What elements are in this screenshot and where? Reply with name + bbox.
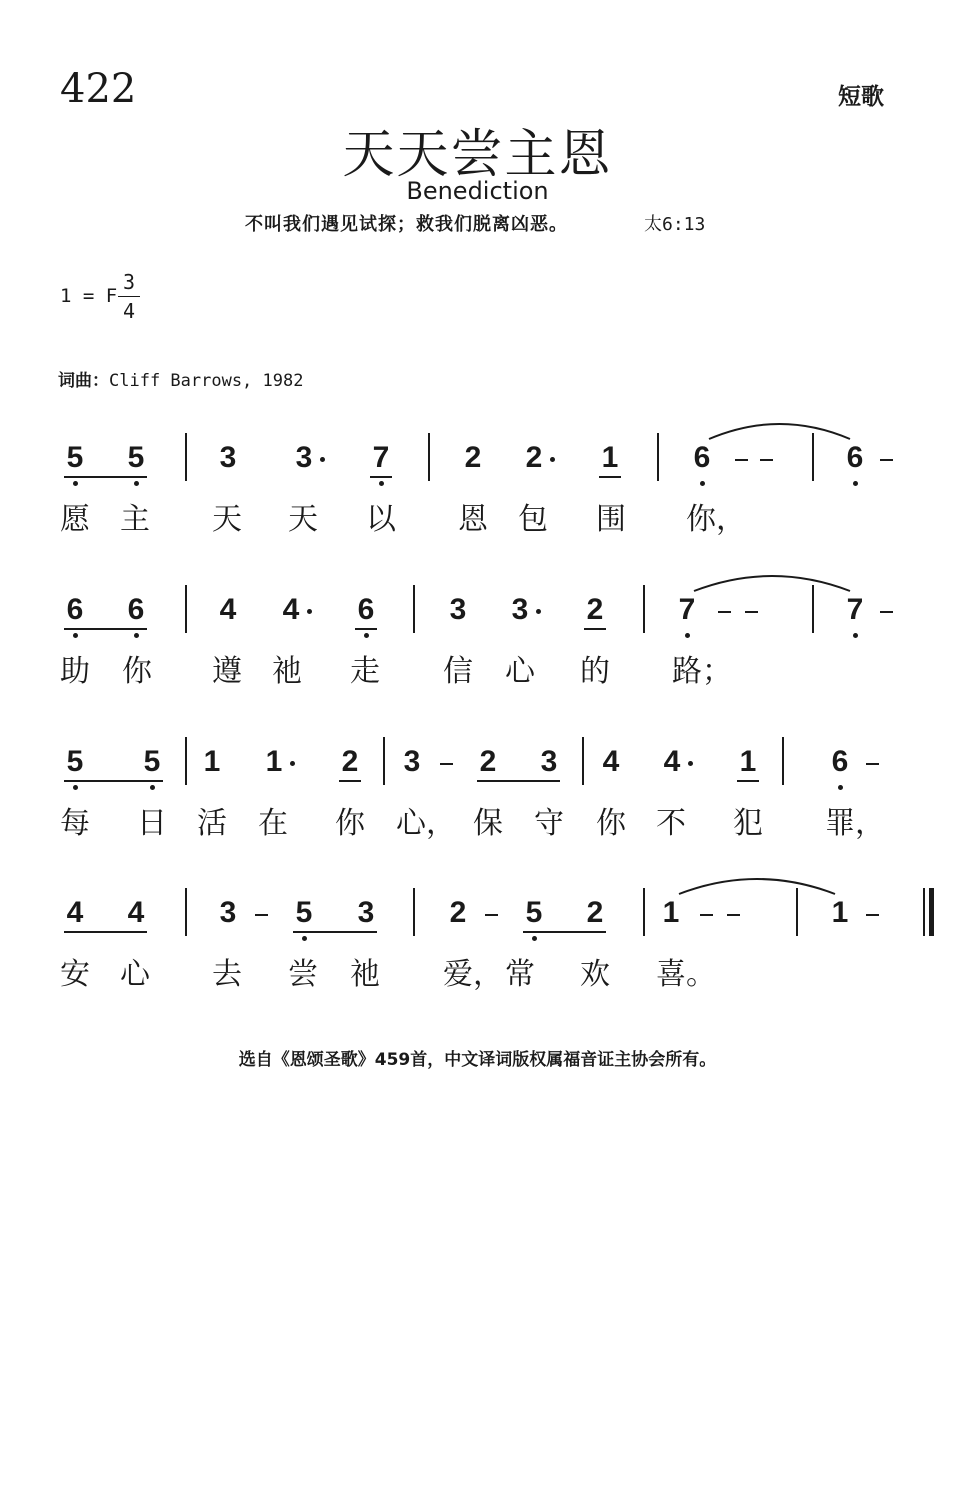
note: 4	[66, 896, 84, 929]
bar-line	[428, 433, 430, 481]
octave-dot-low	[134, 633, 139, 638]
note: 3	[511, 593, 529, 626]
octave-dot-low	[379, 481, 384, 486]
credits	[58, 366, 303, 391]
lyric-syllable: 去	[212, 957, 242, 992]
note: 1	[831, 896, 849, 929]
bar-line	[413, 585, 415, 633]
bar-line	[643, 888, 645, 936]
sustain-dash	[760, 459, 773, 461]
lyric-syllable: 在	[258, 806, 288, 841]
octave-dot-low	[73, 633, 78, 638]
note: 5	[127, 441, 145, 474]
note-underline	[355, 628, 377, 630]
octave-dot-low	[73, 481, 78, 486]
lyric-syllable: 主	[120, 502, 150, 537]
octave-dot-low	[532, 936, 537, 941]
note-underline	[370, 476, 392, 478]
note: 2	[449, 896, 467, 929]
credits-label: 词曲：	[58, 371, 109, 391]
note: 3	[449, 593, 467, 626]
note: 4	[602, 745, 620, 778]
lyric-syllable: 每	[60, 806, 90, 841]
lyric-syllable: 助	[60, 654, 90, 689]
time-signature	[118, 270, 140, 323]
note: 3	[295, 441, 313, 474]
note-underline	[584, 628, 606, 630]
note: 6	[693, 441, 711, 474]
note: 5	[66, 745, 84, 778]
slur-tie	[707, 417, 852, 441]
augmentation-dot	[307, 609, 312, 614]
lyric-syllable: 天	[212, 502, 242, 537]
time-signature-line	[118, 296, 140, 297]
final-bar-thick	[929, 888, 934, 936]
note-underline	[599, 476, 621, 478]
hymn-subtitle: Benediction	[406, 177, 549, 205]
octave-dot-low	[150, 785, 155, 790]
bar-line	[185, 585, 187, 633]
octave-dot-low	[838, 785, 843, 790]
lyric-syllable: 祂	[350, 957, 380, 992]
sustain-dash	[745, 611, 758, 613]
slur-path	[679, 879, 835, 894]
time-signature-top: 3	[122, 270, 136, 294]
beam-underline	[64, 628, 147, 630]
note: 6	[66, 593, 84, 626]
bar-line	[582, 737, 584, 785]
note: 6	[846, 441, 864, 474]
sustain-dash	[880, 611, 893, 613]
sustain-dash	[727, 914, 740, 916]
time-signature-bottom: 4	[122, 299, 136, 323]
lyric-syllable: 遵	[212, 654, 242, 689]
note: 2	[586, 593, 604, 626]
lyric-syllable: 保	[473, 806, 503, 841]
bar-line	[383, 737, 385, 785]
slur-tie	[692, 569, 852, 593]
note: 5	[295, 896, 313, 929]
sustain-dash	[255, 914, 268, 916]
note: 3	[540, 745, 558, 778]
lyric-syllable: 路；	[672, 654, 732, 689]
lyric-syllable: 活	[197, 806, 227, 841]
note: 6	[831, 745, 849, 778]
octave-dot-low	[685, 633, 690, 638]
bar-line	[185, 737, 187, 785]
scripture-verse: 不叫我们遇见试探；救我们脱离凶恶。	[245, 214, 568, 235]
note: 1	[662, 896, 680, 929]
lyric-syllable: 日	[137, 806, 167, 841]
lyric-syllable: 罪，	[825, 806, 885, 841]
sustain-dash	[700, 914, 713, 916]
note: 1	[739, 745, 757, 778]
note: 2	[479, 745, 497, 778]
augmentation-dot	[536, 609, 541, 614]
lyric-syllable: 愿	[60, 502, 90, 537]
augmentation-dot	[320, 457, 325, 462]
note: 7	[678, 593, 696, 626]
lyric-syllable: 欢	[580, 957, 610, 992]
lyric-syllable: 走	[350, 654, 380, 689]
bar-line	[185, 888, 187, 936]
lyric-syllable: 尝	[288, 957, 318, 992]
note: 4	[282, 593, 300, 626]
bar-line	[657, 433, 659, 481]
octave-dot-low	[302, 936, 307, 941]
copyright-footer: 选自《恩颂圣歌》459首，中文译词版权属福音证主协会所有。	[238, 1050, 717, 1070]
octave-dot-low	[853, 633, 858, 638]
slur-path	[694, 576, 850, 591]
note: 2	[464, 441, 482, 474]
final-bar-thin	[923, 888, 925, 936]
note: 5	[525, 896, 543, 929]
note: 4	[127, 896, 145, 929]
bar-line	[185, 433, 187, 481]
lyric-syllable: 以	[366, 502, 396, 537]
beam-underline	[64, 476, 147, 478]
hymn-number: 422	[60, 66, 137, 112]
note: 1	[203, 745, 221, 778]
note: 3	[219, 441, 237, 474]
octave-dot-low	[73, 785, 78, 790]
bar-line	[643, 585, 645, 633]
lyric-syllable: 守	[534, 806, 564, 841]
sustain-dash	[735, 459, 748, 461]
note: 2	[341, 745, 359, 778]
note: 1	[601, 441, 619, 474]
lyric-syllable: 你，	[686, 502, 746, 537]
beam-underline	[64, 780, 163, 782]
augmentation-dot	[688, 761, 693, 766]
note: 2	[586, 896, 604, 929]
octave-dot-low	[364, 633, 369, 638]
bar-line	[782, 737, 784, 785]
augmentation-dot	[290, 761, 295, 766]
lyric-syllable: 你	[122, 654, 152, 689]
note: 3	[403, 745, 421, 778]
note: 7	[372, 441, 390, 474]
lyric-syllable: 恩	[458, 502, 488, 537]
note: 2	[525, 441, 543, 474]
note: 4	[663, 745, 681, 778]
note: 3	[357, 896, 375, 929]
beam-underline	[523, 931, 606, 933]
credits-value: Cliff Barrows, 1982	[109, 371, 304, 391]
bar-line	[413, 888, 415, 936]
beam-underline	[477, 780, 560, 782]
note: 7	[846, 593, 864, 626]
note-underline	[339, 780, 361, 782]
note: 3	[219, 896, 237, 929]
lyric-syllable: 心	[120, 957, 150, 992]
lyric-syllable: 你	[335, 806, 365, 841]
lyric-syllable: 心，	[396, 806, 456, 841]
lyric-syllable: 你	[596, 806, 626, 841]
note: 4	[219, 593, 237, 626]
octave-dot-low	[853, 481, 858, 486]
note: 5	[66, 441, 84, 474]
lyric-syllable: 的	[580, 654, 610, 689]
note: 6	[357, 593, 375, 626]
lyric-syllable: 包	[518, 502, 548, 537]
lyric-syllable: 安	[60, 957, 90, 992]
octave-dot-low	[134, 481, 139, 486]
lyric-syllable: 祂	[272, 654, 302, 689]
lyric-syllable: 天	[288, 502, 318, 537]
lyric-syllable: 喜。	[656, 957, 716, 992]
key-signature: 1 = F	[60, 285, 118, 307]
slur-path	[709, 424, 850, 439]
lyric-syllable: 围	[596, 502, 626, 537]
note: 5	[143, 745, 161, 778]
augmentation-dot	[550, 457, 555, 462]
sustain-dash	[866, 763, 879, 765]
slur-tie	[677, 872, 837, 896]
lyric-syllable: 犯	[733, 806, 763, 841]
category-label: 短歌	[838, 83, 884, 110]
beam-underline	[64, 931, 147, 933]
lyric-syllable: 常	[505, 957, 535, 992]
sustain-dash	[866, 914, 879, 916]
lyric-syllable: 不	[656, 806, 686, 841]
scripture-reference: 太6:13	[644, 214, 706, 235]
lyric-syllable: 爱，	[443, 957, 503, 992]
sustain-dash	[440, 763, 453, 765]
octave-dot-low	[700, 481, 705, 486]
note: 6	[127, 593, 145, 626]
beam-underline	[293, 931, 377, 933]
note-underline	[737, 780, 759, 782]
sustain-dash	[880, 459, 893, 461]
note: 1	[265, 745, 283, 778]
hymn-title: 天天尝主恩	[342, 125, 613, 185]
lyric-syllable: 心	[505, 654, 535, 689]
sustain-dash	[485, 914, 498, 916]
lyric-syllable: 信	[443, 654, 473, 689]
sustain-dash	[718, 611, 731, 613]
